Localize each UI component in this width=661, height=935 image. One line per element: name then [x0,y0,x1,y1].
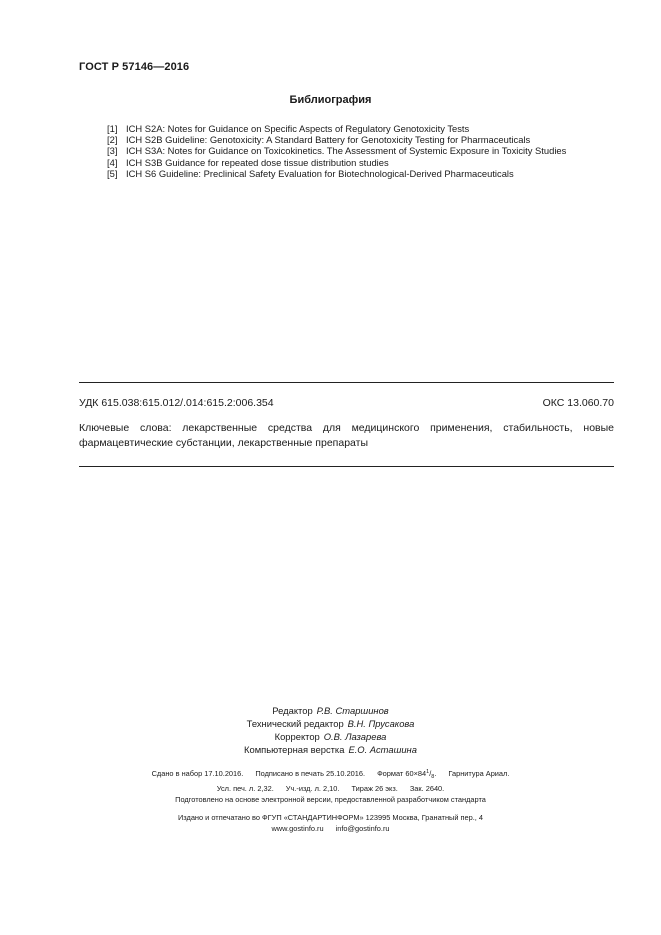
credit-label: Корректор [274,731,320,742]
edit-sheets: Уч.-изд. л. 2,10. [285,784,340,793]
publisher-contacts [0,823,661,834]
typeface: Гарнитура Ариал. [448,769,510,778]
credit-layout [0,743,661,756]
publisher-website[interactable]: www.gostinfo.ru [271,824,324,833]
oks-code: ОКС 13.060.70 [542,397,614,409]
credit-label: Технический редактор [246,718,344,729]
reference-number: [5] [107,167,118,179]
credit-label: Редактор [272,705,313,716]
imprint-row [0,783,661,794]
bibliography-list [107,123,566,179]
credit-name: Е.О. Асташина [348,744,417,755]
reference-text: ICH S2B Guideline: Genotoxicity: A Standard Battery for Genotoxicity Testing for Pharmaceuticals [126,134,531,146]
print-run: Тираж 26 экз. [351,784,398,793]
signed-date: Подписано в печать 25.10.2016. [255,769,366,778]
credit-name: Р.В. Старшинов [316,705,389,716]
udc-code: УДК 615.038:615.012/.014:615.2:006.354 [79,397,274,409]
credit-tech-editor [0,717,661,730]
list-item [107,168,566,179]
bibliography-title: Библиография [289,94,372,106]
reference-text: ICH S6 Guideline: Preclinical Safety Evaluation for Biotechnological-Derived Pharmaceuticals [126,167,514,179]
keywords: Ключевые слова: лекарственные средства для медицинского применения, стабильность, новые фармацевтические субстанции, лекарственные препараты [79,422,614,449]
reference-text: ICH S2A: Notes for Guidance on Specific Aspects of Regulatory Genotoxicity Tests [126,123,470,134]
publisher-email[interactable]: info@gostinfo.ru [335,824,390,833]
credit-label: Компьютерная верстка [244,744,345,755]
credit-editor [0,704,661,717]
reference-text: ICH S3A: Notes for Guidance on Toxicokinetics. The Assessment of Systemic Exposure in Toxicity Studies [126,145,567,157]
credit-corrector [0,730,661,743]
credit-name: В.Н. Прусакова [347,718,415,729]
imprint-row [0,767,661,783]
reference-number: [3] [107,145,118,157]
list-item [107,145,566,156]
prepared-note: Подготовлено на основе электронной версии, предоставленной разработчиком стандарта [175,795,486,804]
order-number: Зак. 2640. [409,784,445,793]
document-code: ГОСТ Р 57146—2016 [79,61,190,73]
reference-number: [4] [107,156,118,168]
list-item [107,123,566,134]
list-item [107,157,566,168]
credit-name: О.В. Лазарева [323,731,387,742]
imprint-block [0,767,661,805]
typeset-date: Сдано в набор 17.10.2016. [151,769,244,778]
reference-text: ICH S3B Guidance for repeated dose tissue distribution studies [126,156,389,168]
divider [79,382,614,383]
publisher-block [0,812,661,834]
credits-block [0,704,661,756]
divider [79,466,614,467]
publisher-address: Издано и отпечатано во ФГУП «СТАНДАРТИНФОРМ» 123995 Москва, Гранатный пер., 4 [177,813,484,822]
list-item [107,134,566,145]
paper-format: Формат $60\times 84^1/_8$. [377,769,437,780]
reference-number: [2] [107,134,118,146]
print-sheets: Усл. печ. л. 2,32. [216,784,274,793]
reference-number: [1] [107,123,118,134]
